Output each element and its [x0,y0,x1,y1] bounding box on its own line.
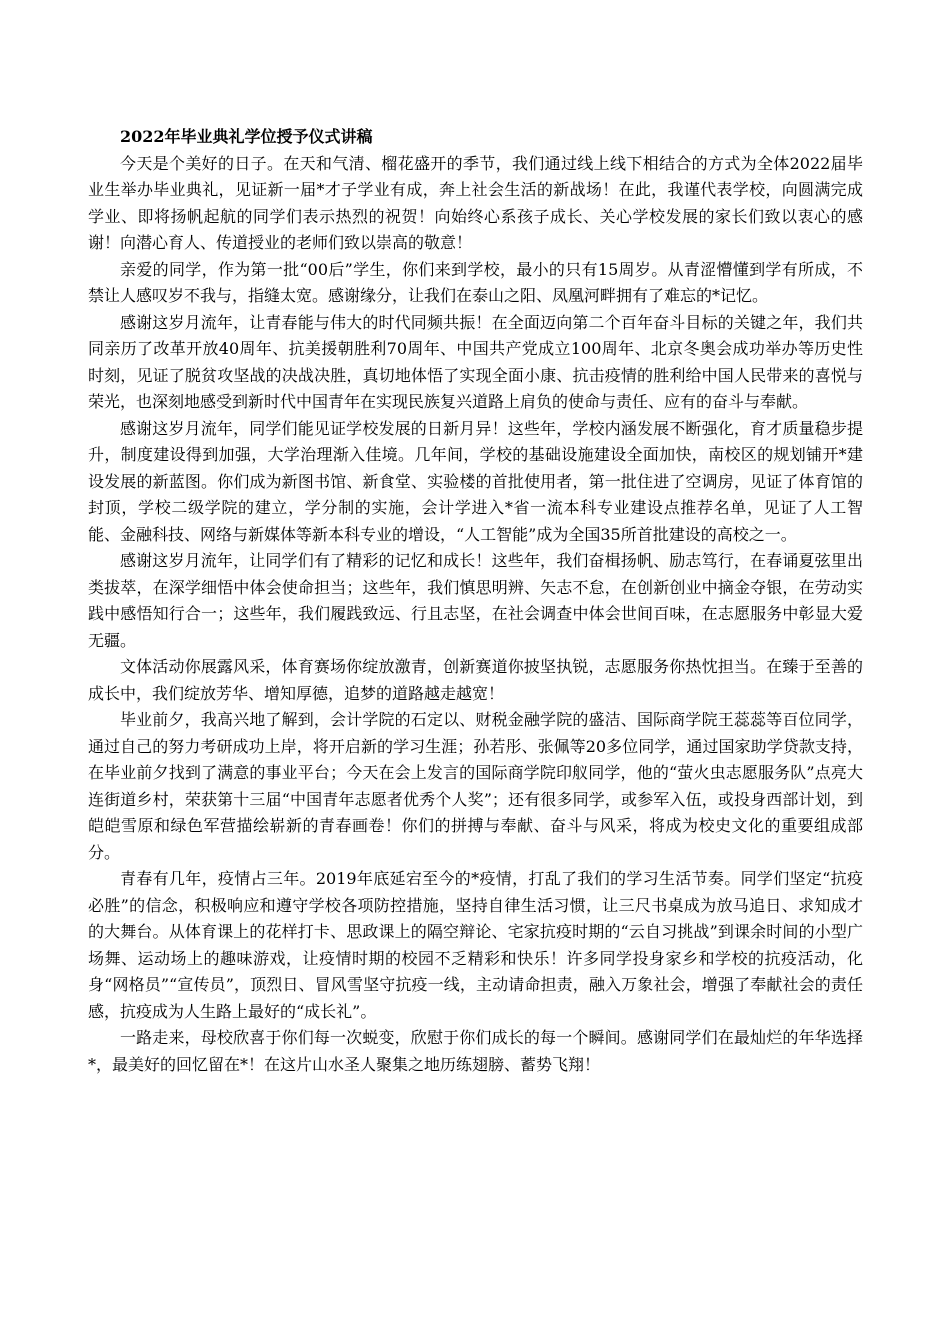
paragraph-dear-students: 亲爱的同学，作为第一批“00后”学生，你们来到学校，最小的只有15周岁。从青涩懵懂到学有所成，不禁让人感叹岁不我与，指缝太宽。感谢缘分，让我们在泰山之阳、凤凰河畔拥有了难忘的*记忆。 [88,259,863,305]
paragraph-pandemic: 青春有几年，疫情占三年。2019年底延宕至今的*疫情，打乱了我们的学习生活节奏。同学们坚定“抗疫必胜”的信念，积极响应和遵守学校各项防控措施，坚持自律生活习惯，让三尺书桌成为放马追日、求知成才的大舞台。从体育课上的花样打卡、思政课上的隔空辩论、宅家抗疫时期的“云自习挑战”到课余时间的小型广场舞、运动场上的趣味游戏，让疫情时期的校园不乏精彩和快乐！许多同学投身家乡和学校的抗疫活动，化身“网格员”“宣传员”，顶烈日、冒风雪坚守抗疫一线，主动请命担责，融入万象社会，增强了奉献社会的责任感，抗疫成为人生路上最好的“成长礼”。 [88,869,863,1021]
document-title: 2022年毕业典礼学位授予仪式讲稿 [120,127,373,146]
paragraph-times: 感谢这岁月流年，让青春能与伟大的时代同频共振！在全面迈向第二个百年奋斗目标的关键之年，我们共同亲历了改革开放40周年、抗美援朝胜利70周年、中国共产党成立100周年、北京冬奥会成功举办等历史性时刻，见证了脱贫攻坚战的决战决胜，真切地体悟了实现全面小康、抗击疫情的胜利给中国人民带来的喜悦与荣光，也深刻地感受到新时代中国青年在实现民族复兴道路上肩负的使命与责任、应有的奋斗与奉献。 [88,312,863,411]
paragraph-opening: 今天是个美好的日子。在天和气清、榴花盛开的季节，我们通过线上线下相结合的方式为全体2022届毕业生举办毕业典礼，见证新一届*才子学业有成，奔上社会生活的新战场！在此，我谨代表学校，向圆满完成学业、即将扬帆起航的同学们表示热烈的祝贺！向始终心系孩子成长、关心学校发展的家长们致以衷心的感谢！向潜心育人、传道授业的老师们致以崇高的敬意！ [88,153,863,252]
document-page [88,124,863,1078]
paragraph-growth: 感谢这岁月流年，让同学们有了精彩的记忆和成长！这些年，我们奋楫扬帆、励志笃行，在春诵夏弦里出类拔萃，在深学细悟中体会使命担当；这些年，我们慎思明辨、矢志不怠，在创新创业中摘金夺银，在劳动实践中感悟知行合一；这些年，我们履践致远、行且志坚，在社会调查中体会世间百味，在志愿服务中彰显大爱无疆。 [88,551,863,650]
paragraph-school-development: 感谢这岁月流年，同学们能见证学校发展的日新月异！这些年，学校内涵发展不断强化，育才质量稳步提升，制度建设得到加强，大学治理渐入佳境。几年间，学校的基础设施建设全面加快，南校区的规划铺开*建设发展的新蓝图。你们成为新图书馆、新食堂、实验楼的首批使用者，第一批住进了空调房，见证了体育馆的封顶，学校二级学院的建立，学分制的实施，会计学进入*省一流本科专业建设点推荐名单，见证了人工智能、金融科技、网络与新媒体等新本科专业的增设，“人工智能”成为全国35所首批建设的高校之一。 [88,418,863,544]
paragraph-closing: 一路走来，母校欣喜于你们每一次蜕变，欣慰于你们成长的每一个瞬间。感谢同学们在最灿烂的年华选择*，最美好的回忆留在*！在这片山水圣人聚集之地历练翅膀、蓄势飞翔！ [88,1028,863,1074]
paragraph-achievements: 毕业前夕，我高兴地了解到，会计学院的石定以、财税金融学院的盛洁、国际商学院王蕊蕊等百位同学，通过自己的努力考研成功上岸，将开启新的学习生涯；孙若彤、张佩等20多位同学，通过国家助学贷款支持，在毕业前夕找到了满意的事业平台；今天在会上发言的国际商学院印舣同学，他的“萤火虫志愿服务队”点亮大连街道乡村，荣获第十三届“中国青年志愿者优秀个人奖”；还有很多同学，或参军入伍，或投身西部计划，到皑皑雪原和绿色军营描绘崭新的青春画卷！你们的拼搏与奉献、奋斗与风采，将成为校史文化的重要组成部分。 [88,710,863,862]
paragraph-activities: 文体活动你展露风采，体育赛场你绽放激青，创新赛道你披坚执锐，志愿服务你热忱担当。在臻于至善的成长中，我们绽放芳华、增知厚德，追梦的道路越走越宽！ [88,657,863,703]
